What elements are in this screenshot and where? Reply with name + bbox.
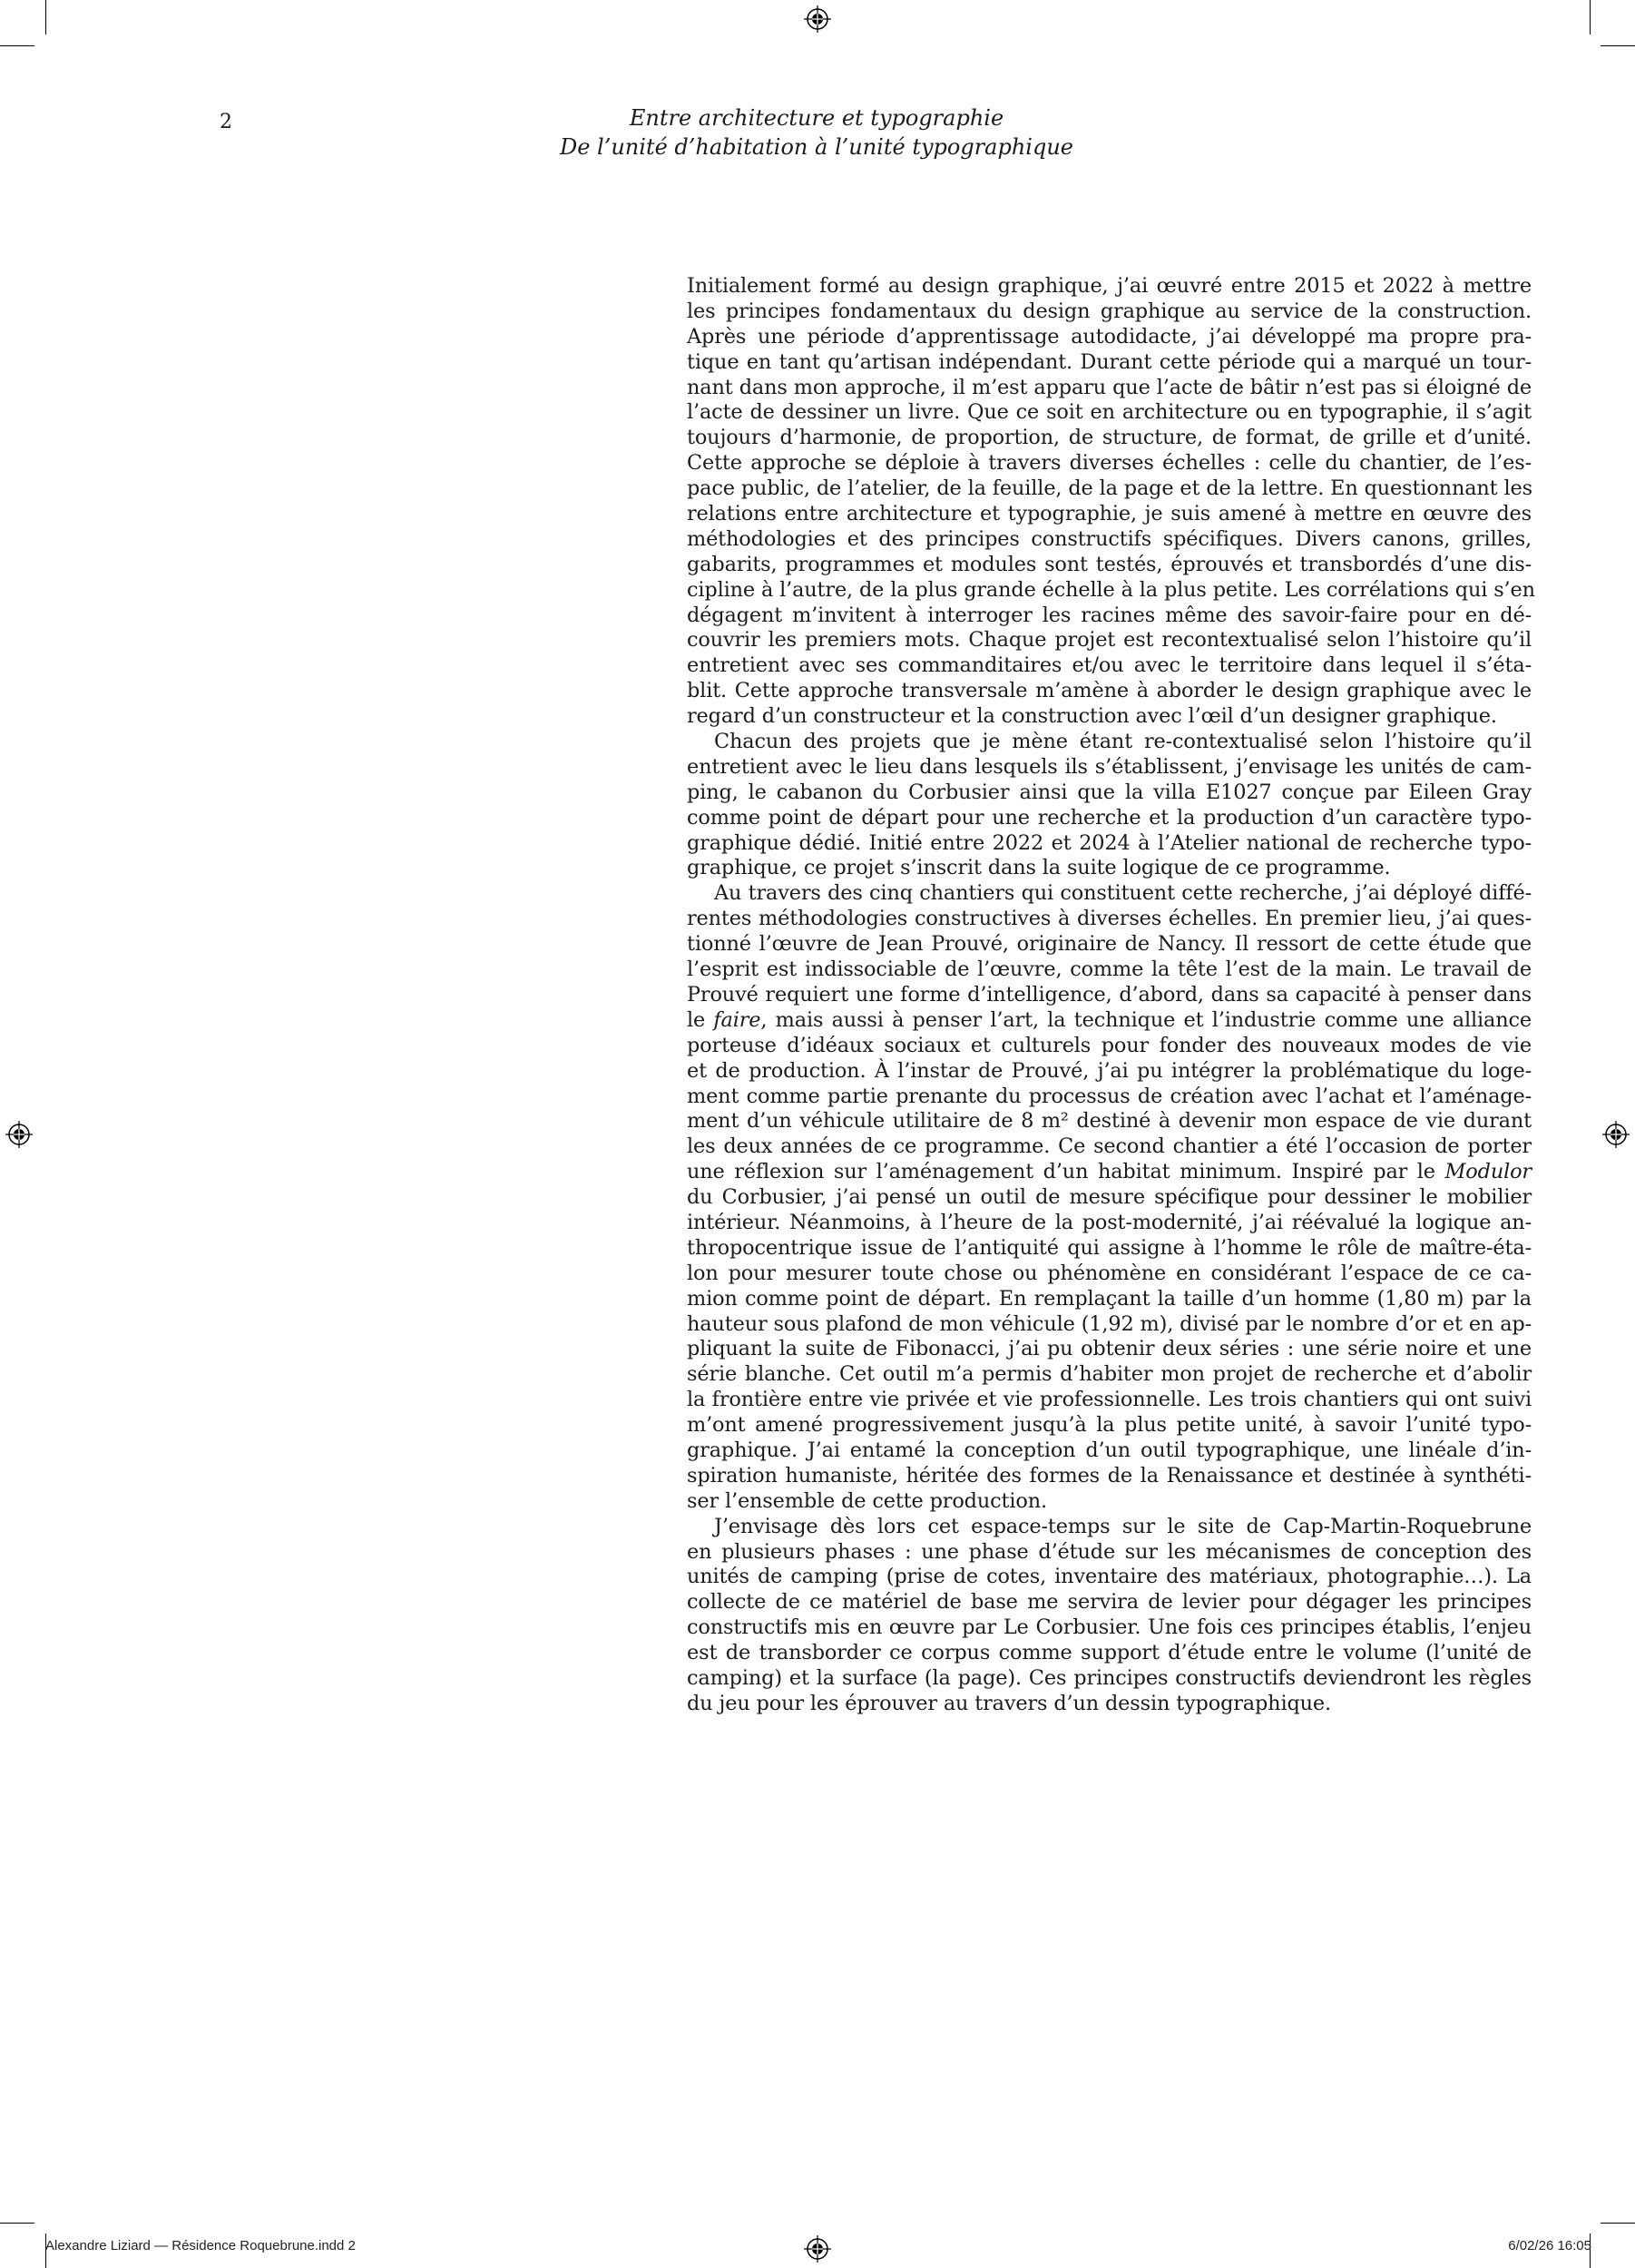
text-line: couvrir les premiers mots. Chaque projet est recontextualisé selon l’histoire qu’il bbox=[687, 628, 1532, 653]
text-line: pace public, de l’atelier, de la feuille, de la page et de la lettre. En questionnant les bbox=[687, 476, 1532, 501]
text-line: dégagent m’invitent à interroger les racines même des savoir-faire pour en dé- bbox=[687, 603, 1532, 627]
text-line: Après une période d’apprentissage autodidacte, j’ai développé ma propre pra- bbox=[687, 324, 1532, 349]
text-line: Prouvé requiert une forme d’intelligence, d’abord, dans sa capacité à penser dans bbox=[687, 982, 1532, 1006]
text-line: tionné l’œuvre de Jean Prouvé, originaire de Nancy. Il ressort de cette étude que bbox=[687, 932, 1532, 957]
text-line: spiration humaniste, héritée des formes de la Renaissance et destinée à synthéti- bbox=[687, 1463, 1532, 1487]
text-line: Au travers des cinq chantiers qui constituent cette recherche, j’ai déployé diffé- bbox=[714, 881, 1532, 906]
text-line: m’ont amené progressivement jusqu’à la plus petite unité, à savoir l’unité typo- bbox=[687, 1413, 1532, 1438]
text-line: graphique. J’ai entamé la conception d’un outil typographique, une linéale d’in- bbox=[687, 1438, 1532, 1462]
text-line: ser l’ensemble de cette production. bbox=[687, 1488, 1047, 1513]
text-line: collecte de ce matériel de base me servira de levier pour dégager les principes bbox=[687, 1590, 1532, 1615]
crop-mark bbox=[0, 45, 34, 46]
text-line: Initialement formé au design graphique, j’ai œuvré entre 2015 et 2022 à mettre bbox=[687, 274, 1532, 298]
crop-mark bbox=[1601, 45, 1635, 46]
text-line: pliquant la suite de Fibonacci, j’ai pu obtenir deux séries : une série noire et une bbox=[687, 1337, 1532, 1361]
text-line: thropocentrique issue de l’antiquité qui assigne à l’homme le rôle de maître-éta- bbox=[687, 1235, 1532, 1260]
text-line: ment comme partie prenante du processus de création avec l’achat et l’aménage- bbox=[687, 1084, 1532, 1108]
text-line: rentes méthodologies constructives à diverses échelles. En premier lieu, j’ai ques- bbox=[687, 907, 1532, 931]
text-line: porteuse d’idéaux sociaux et culturels pour fonder des nouveaux modes de vie bbox=[687, 1033, 1532, 1057]
text-line: relations entre architecture et typographie, je suis amené à mettre en œuvre des bbox=[687, 502, 1532, 526]
registration-mark-icon bbox=[804, 2235, 831, 2263]
text-line: blit. Cette approche transversale m’amène à aborder le design graphique avec le bbox=[687, 679, 1532, 703]
text-line: mion comme point de départ. En remplaçant la taille d’un homme (1,80 m) par la bbox=[687, 1286, 1532, 1311]
text-line: cipline à l’autre, de la plus grande échelle à la plus petite. Les corrélations qui s’en bbox=[687, 577, 1535, 602]
text-line: entretient avec le lieu dans lesquels ils s’établissent, j’envisage les unités de cam- bbox=[687, 754, 1532, 779]
text-line: série blanche. Cet outil m’a permis d’habiter mon projet de recherche et d’abolir bbox=[687, 1362, 1532, 1387]
text-line: hauteur sous plafond de mon véhicule (1,92 m), divisé par le nombre d’or et en ap- bbox=[687, 1311, 1532, 1336]
text-line: regard d’un constructeur et la construction avec l’œil d’un designer graphique. bbox=[687, 704, 1497, 729]
text-line: méthodologies et des principes constructifs spécifiques. Divers canons, grilles, bbox=[687, 526, 1532, 551]
text-line: les deux années de ce programme. Ce second chantier a été l’occasion de porter bbox=[687, 1134, 1532, 1159]
text-line: J’envisage dès lors cet espace-temps sur le site de Cap-Martin-Roquebrune bbox=[714, 1514, 1532, 1538]
text-line: et de production. À l’instar de Prouvé, j’ai pu intégrer la problématique du loge- bbox=[687, 1058, 1532, 1083]
registration-mark-icon bbox=[804, 5, 831, 33]
text-line: une réflexion sur l’aménagement d’un habitat minimum. Inspiré par le Modulor bbox=[687, 1160, 1532, 1184]
text-line: l’esprit est indissociable de l’œuvre, comme la tête l’est de la main. Le travail de bbox=[687, 957, 1532, 982]
text-line: toujours d’harmonie, de proportion, de structure, de format, de grille et d’unité. bbox=[687, 426, 1532, 450]
text-line: l’acte de dessiner un livre. Que ce soit en architecture ou en typographie, il s’agit bbox=[687, 400, 1532, 425]
text-line: unités de camping (prise de cotes, inventaire des matériaux, photographie…). La bbox=[687, 1565, 1532, 1589]
text-line: ping, le cabanon du Corbusier ainsi que la villa E1027 conçue par Eileen Gray bbox=[687, 780, 1532, 804]
paragraph bbox=[687, 881, 1532, 1514]
text-line: tique en tant qu’artisan indépendant. Durant cette période qui a marqué un tour- bbox=[687, 349, 1532, 374]
paragraph bbox=[687, 274, 1535, 730]
text-line: en plusieurs phases : une phase d’étude sur les mécanismes de conception des bbox=[687, 1539, 1532, 1564]
text-line: les principes fondamentaux du design graphique au service de la construction. bbox=[687, 299, 1532, 323]
crop-mark bbox=[0, 2223, 34, 2224]
slug-timestamp: 6/02/26 16:05 bbox=[1508, 2238, 1591, 2253]
page-number: 2 bbox=[220, 111, 232, 133]
running-head-title: Entre architecture et typographie bbox=[629, 105, 1004, 131]
registration-mark-icon bbox=[1602, 1121, 1630, 1148]
text-line: Chacun des projets que je mène étant re-contextualisé selon l’histoire qu’il bbox=[714, 730, 1532, 754]
paragraph bbox=[687, 1515, 1532, 1717]
text-line: comme point de départ pour une recherche et la production d’un caractère typo- bbox=[687, 805, 1532, 830]
text-line: entretient avec ses commanditaires et/ou avec le territoire dans lequel il s’éta- bbox=[687, 653, 1532, 678]
running-head bbox=[417, 103, 1216, 162]
text-line: graphique dédié. Initié entre 2022 et 2024 à l’Atelier national de recherche typo- bbox=[687, 830, 1532, 855]
text-line: lon pour mesurer toute chose ou phénomène en considérant l’espace de ce ca- bbox=[687, 1261, 1532, 1285]
text-line: du jeu pour les éprouver au travers d’un dessin typographique. bbox=[687, 1691, 1331, 1715]
text-line: le faire, mais aussi à penser l’art, la technique et l’industrie comme une alliance bbox=[687, 1007, 1532, 1032]
text-line: constructifs mis en œuvre par Le Corbusier. Une fois ces principes établis, l’enjeu bbox=[687, 1615, 1532, 1640]
body-text bbox=[687, 274, 1535, 1717]
text-line: la frontière entre vie privée et vie professionnelle. Les trois chantiers qui ont suivi bbox=[687, 1388, 1532, 1412]
registration-mark-icon bbox=[5, 1121, 33, 1148]
text-line: nant dans mon approche, il m’est apparu que l’acte de bâtir n’est pas si éloigné de bbox=[687, 375, 1532, 399]
text-line: est de transborder ce corpus comme support d’étude entre le volume (l’unité de bbox=[687, 1641, 1532, 1665]
text-line: graphique, ce projet s’inscrit dans la suite logique de ce programme. bbox=[687, 856, 1391, 880]
text-line: du Corbusier, j’ai pensé un outil de mesure spécifique pour dessiner le mobilier bbox=[687, 1185, 1532, 1210]
text-line: intérieur. Néanmoins, à l’heure de la post-modernité, j’ai réévalué la logique an- bbox=[687, 1210, 1532, 1234]
crop-mark bbox=[45, 0, 46, 34]
text-line: camping) et la surface (la page). Ces principes constructifs deviendront les règles bbox=[687, 1665, 1532, 1690]
text-line: Cette approche se déploie à travers diverses échelles : celle du chantier, de l’es- bbox=[687, 451, 1532, 476]
slug-file-info: Alexandre Liziard — Résidence Roquebrune.indd 2 bbox=[45, 2238, 356, 2253]
crop-mark bbox=[1590, 0, 1591, 34]
text-line: ment d’un véhicule utilitaire de 8 m² destiné à devenir mon espace de vie durant bbox=[687, 1109, 1532, 1134]
running-head-subtitle: De l’unité d’habitation à l’unité typographique bbox=[559, 134, 1074, 160]
paragraph bbox=[687, 730, 1532, 881]
crop-mark bbox=[1601, 2223, 1635, 2224]
text-line: gabarits, programmes et modules sont testés, éprouvés et transbordés d’une dis- bbox=[687, 552, 1532, 576]
